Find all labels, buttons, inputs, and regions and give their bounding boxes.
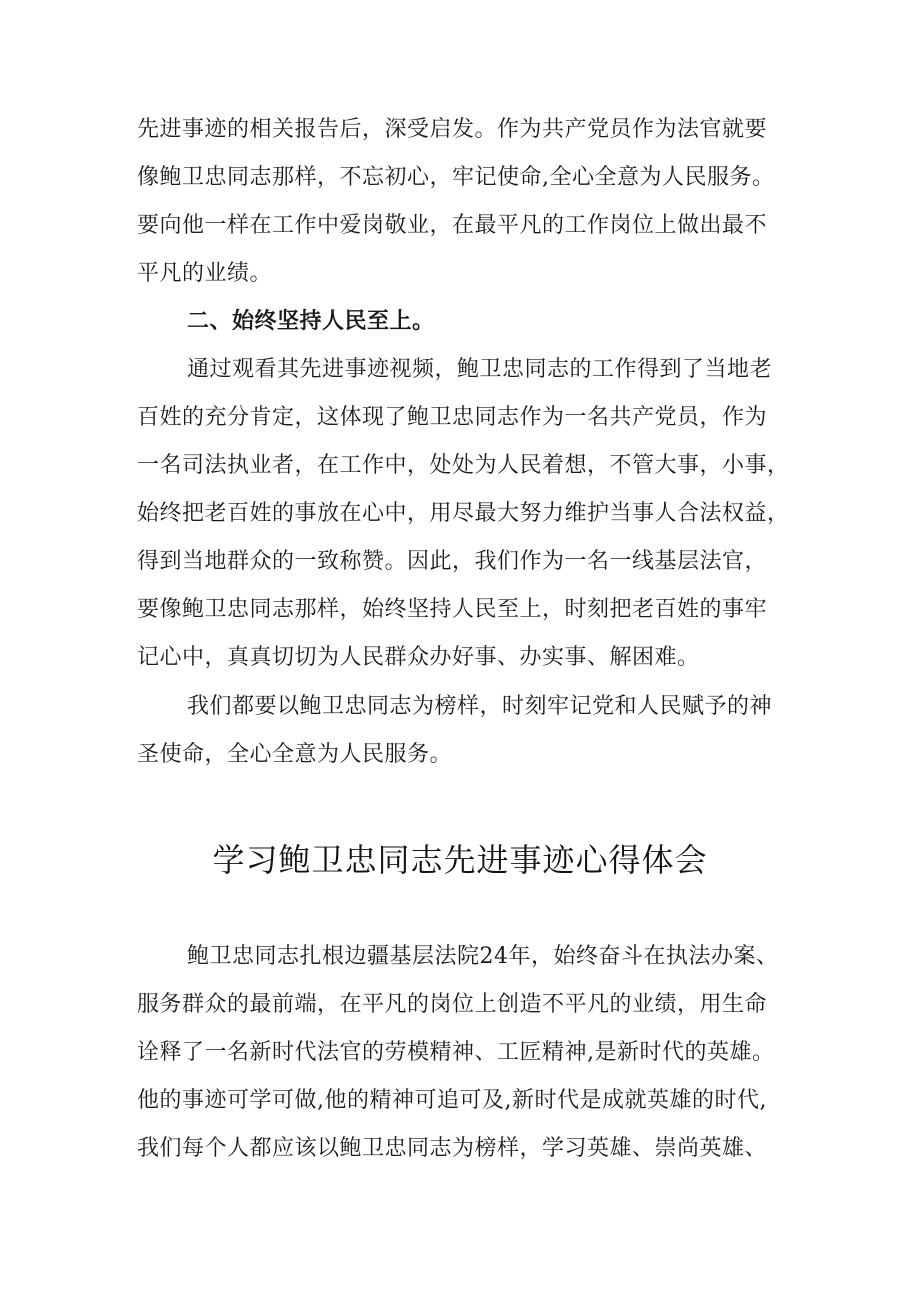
paragraph-conclusion xyxy=(137,683,807,779)
paragraph-line: 鲍卫忠同志扎根边疆基层法院24年，始终奋斗在执法办案、 xyxy=(187,944,779,969)
paragraph-introduction xyxy=(137,933,807,1173)
paragraph-line: 我们都要以鲍卫忠同志为榜样，时刻牢记党和人民赋予的神 xyxy=(187,694,773,719)
paragraph-line: 我们每个人都应该以鲍卫忠同志为榜样，学习英雄、崇尚英雄、 xyxy=(137,1136,768,1161)
paragraph-line: 平凡的业绩。 xyxy=(137,261,273,286)
paragraph-line: 一名司法执业者，在工作中，处处为人民着想，不管大事，小事， xyxy=(137,453,790,478)
section-heading: 二、始终坚持人民至上。 xyxy=(187,309,435,334)
paragraph-line: 像鲍卫忠同志那样，不忘初心，牢记使命,全心全意为人民服务。 xyxy=(137,165,775,190)
paragraph-line: 要向他一样在工作中爱岗敬业，在最平凡的工作岗位上做出最不 xyxy=(137,213,768,238)
paragraph-line: 百姓的充分肯定，这体现了鲍卫忠同志作为一名共产党员，作为 xyxy=(137,405,768,430)
paragraph-reflection xyxy=(137,106,807,298)
document-title: 学习鲍卫忠同志先进事迹心得体会 xyxy=(212,841,708,879)
paragraph-line: 得到当地群众的一致称赞。因此，我们作为一名一线基层法官， xyxy=(137,549,768,574)
paragraph-line: 通过观看其先进事迹视频，鲍卫忠同志的工作得到了当地老 xyxy=(187,357,773,382)
paragraph-line: 他的事迹可学可做,他的精神可追可及,新时代是成就英雄的时代, xyxy=(137,1088,767,1113)
paragraph-line: 要像鲍卫忠同志那样，始终坚持人民至上，时刻把老百姓的事牢 xyxy=(137,597,768,622)
paragraph-line: 先进事迹的相关报告后，深受启发。作为共产党员作为法官就要 xyxy=(137,117,768,142)
paragraph-line: 圣使命，全心全意为人民服务。 xyxy=(137,742,453,767)
paragraph-line: 服务群众的最前端，在平凡的岗位上创造不平凡的业绩，用生命 xyxy=(137,992,768,1017)
paragraph-line: 始终把老百姓的事放在心中，用尽最大努力维护当事人合法权益， xyxy=(137,501,790,526)
paragraph-line: 诠释了一名新时代法官的劳模精神、工匠精神,是新时代的英雄。 xyxy=(137,1040,775,1065)
paragraph-people-first xyxy=(137,346,807,682)
section-heading-2 xyxy=(137,298,807,346)
paragraph-line: 记心中，真真切切为人民群众办好事、办实事、解困难。 xyxy=(137,645,700,670)
